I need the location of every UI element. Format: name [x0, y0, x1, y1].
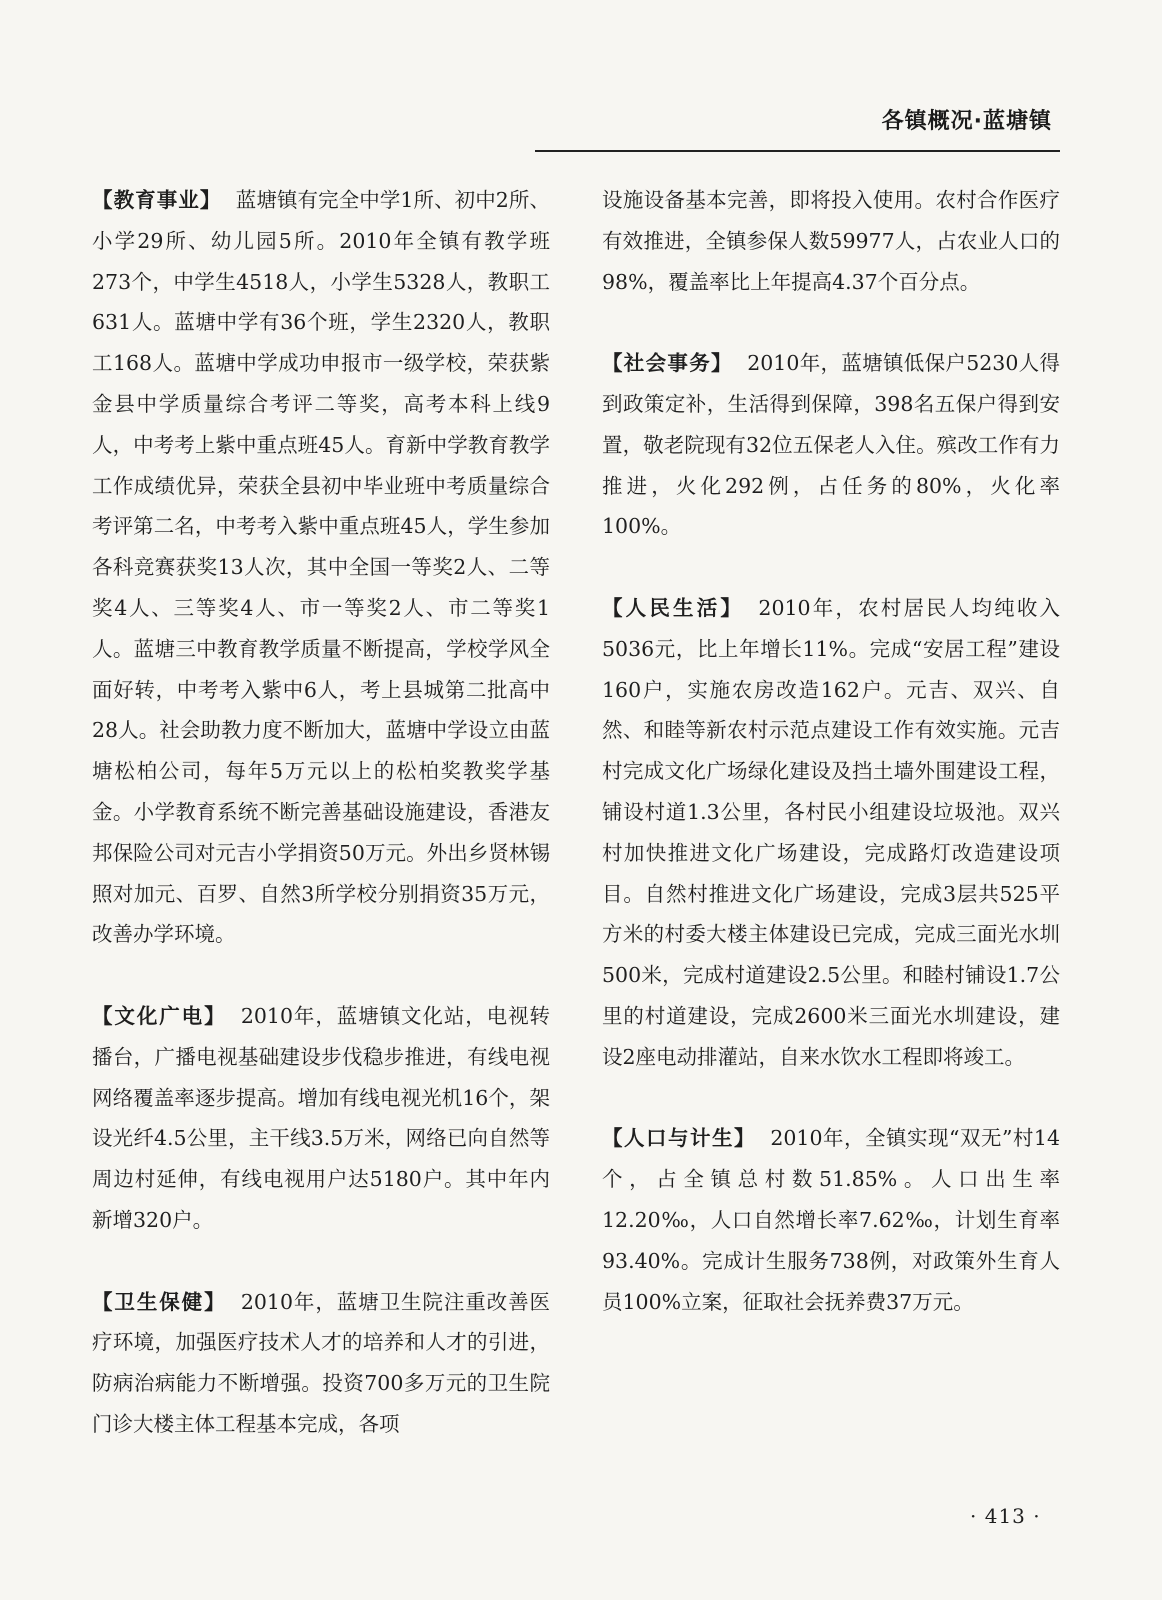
section-heading-social: 【社会事务】	[602, 351, 733, 376]
section-heading-culture: 【文化广电】	[92, 1003, 227, 1028]
section-culture	[92, 996, 550, 1241]
section-body-culture: 2010年，蓝塘镇文化站，电视转播台，广播电视基础建设步伐稳步推进，有线电视网络覆盖率逐步提高。增加有线电视光机16个，架设光纤4.5公里，主干线3.5万米，网络已向自然等周边村延伸，有线电视用户达5180户。其中年内新增320户。	[92, 1003, 551, 1232]
section-health-continued: 设施设备基本完善，即将投入使用。农村合作医疗有效推进，全镇参保人数59977人，占农业人口的98%，覆盖率比上年提高4.37个百分点。	[602, 188, 1060, 294]
running-header: 各镇概况·蓝塘镇	[881, 109, 1052, 134]
section-body-livelihood: 2010年，农村居民人均纯收入5036元，比上年增长11%。完成“安居工程”建设160户，实施农房改造162户。元吉、双兴、自然、和睦等新农村示范点建设工作有效实施。元吉村完成文化广场绿化建设及挡土墙外围建设工程，铺设村道1.3公里，各村民小组建设垃圾池。双兴村加快推进文化广场建设，完成路灯改造建设项目。自然村推进文化广场建设，完成3层共525平方米的村委大楼主体建设已完成，完成三面光水圳500米，完成村道建设2.5公里。和睦村铺设1.7公里的村道建设，完成2600米三面光水圳建设，建设2座电动排灌站，自来水饮水工程即将竣工。	[602, 595, 1061, 1069]
section-body-health: 2010年，蓝塘卫生院注重改善医疗环境，加强医疗技术人才的培养和人才的引进，防病治病能力不断增强。投资700多万元的卫生院门诊大楼主体工程基本完成，各项	[92, 1289, 551, 1436]
section-heading-health: 【卫生保健】	[92, 1289, 227, 1314]
section-heading-education: 【教育事业】	[92, 188, 222, 212]
right-column	[602, 180, 1060, 1363]
header-rule	[535, 150, 1060, 152]
section-education	[92, 180, 550, 955]
page-number: · 413 ·	[970, 1504, 1041, 1528]
section-body-social: 2010年，蓝塘镇低保户5230人得到政策定补，生活得到保障，398名五保户得到安置，敬老院现有32位五保老人入住。殡改工作有力推进，火化292例，占任务的80%，火化率100%。	[602, 351, 1060, 539]
left-column	[92, 180, 550, 1486]
section-heading-livelihood: 【人民生活】	[602, 595, 745, 620]
section-body-population: 2010年，全镇实现“双无”村14个，占全镇总村数51.85%。人口出生率12.20‰，人口自然增长率7.62‰，计划生育率93.40%。完成计生服务738例，对政策外生育人员100%立案，征取社会抚养费37万元。	[602, 1126, 1061, 1314]
section-livelihood	[602, 588, 1060, 1078]
section-body-education: 蓝塘镇有完全中学1所、初中2所、小学29所、幼儿园5所。2010年全镇有教学班273个，中学生4518人，小学生5328人，教职工631人。蓝塘中学有36个班，学生2320人，教职工168人。蓝塘中学成功申报市一级学校，荣获紫金县中学质量综合考评二等奖，高考本科上线9人，中考考上紫中重点班45人。育新中学教育教学工作成绩优异，荣获全县初中毕业班中考质量综合考评第二名，中考考入紫中重点班45人，学生参加各科竞赛获奖13人次，其中全国一等奖2人、二等奖4人、三等奖4人、市一等奖2人、市二等奖1人。蓝塘三中教育教学质量不断提高，学校学风全面好转，中考考入紫中6人，考上县城第二批高中28人。社会助教力度不断加大，蓝塘中学设立由蓝塘松柏公司，每年5万元以上的松柏奖教奖学基金。小学教育系统不断完善基础设施建设，香港友邦保险公司对元吉小学捐资50万元。外出乡贤林锡照对加元、百罗、自然3所学校分别捐资35万元，改善办学环境。	[92, 188, 550, 947]
section-health	[92, 1282, 550, 1445]
section-population	[602, 1118, 1060, 1322]
section-heading-population: 【人口与计生】	[602, 1126, 756, 1151]
section-social	[602, 343, 1060, 547]
